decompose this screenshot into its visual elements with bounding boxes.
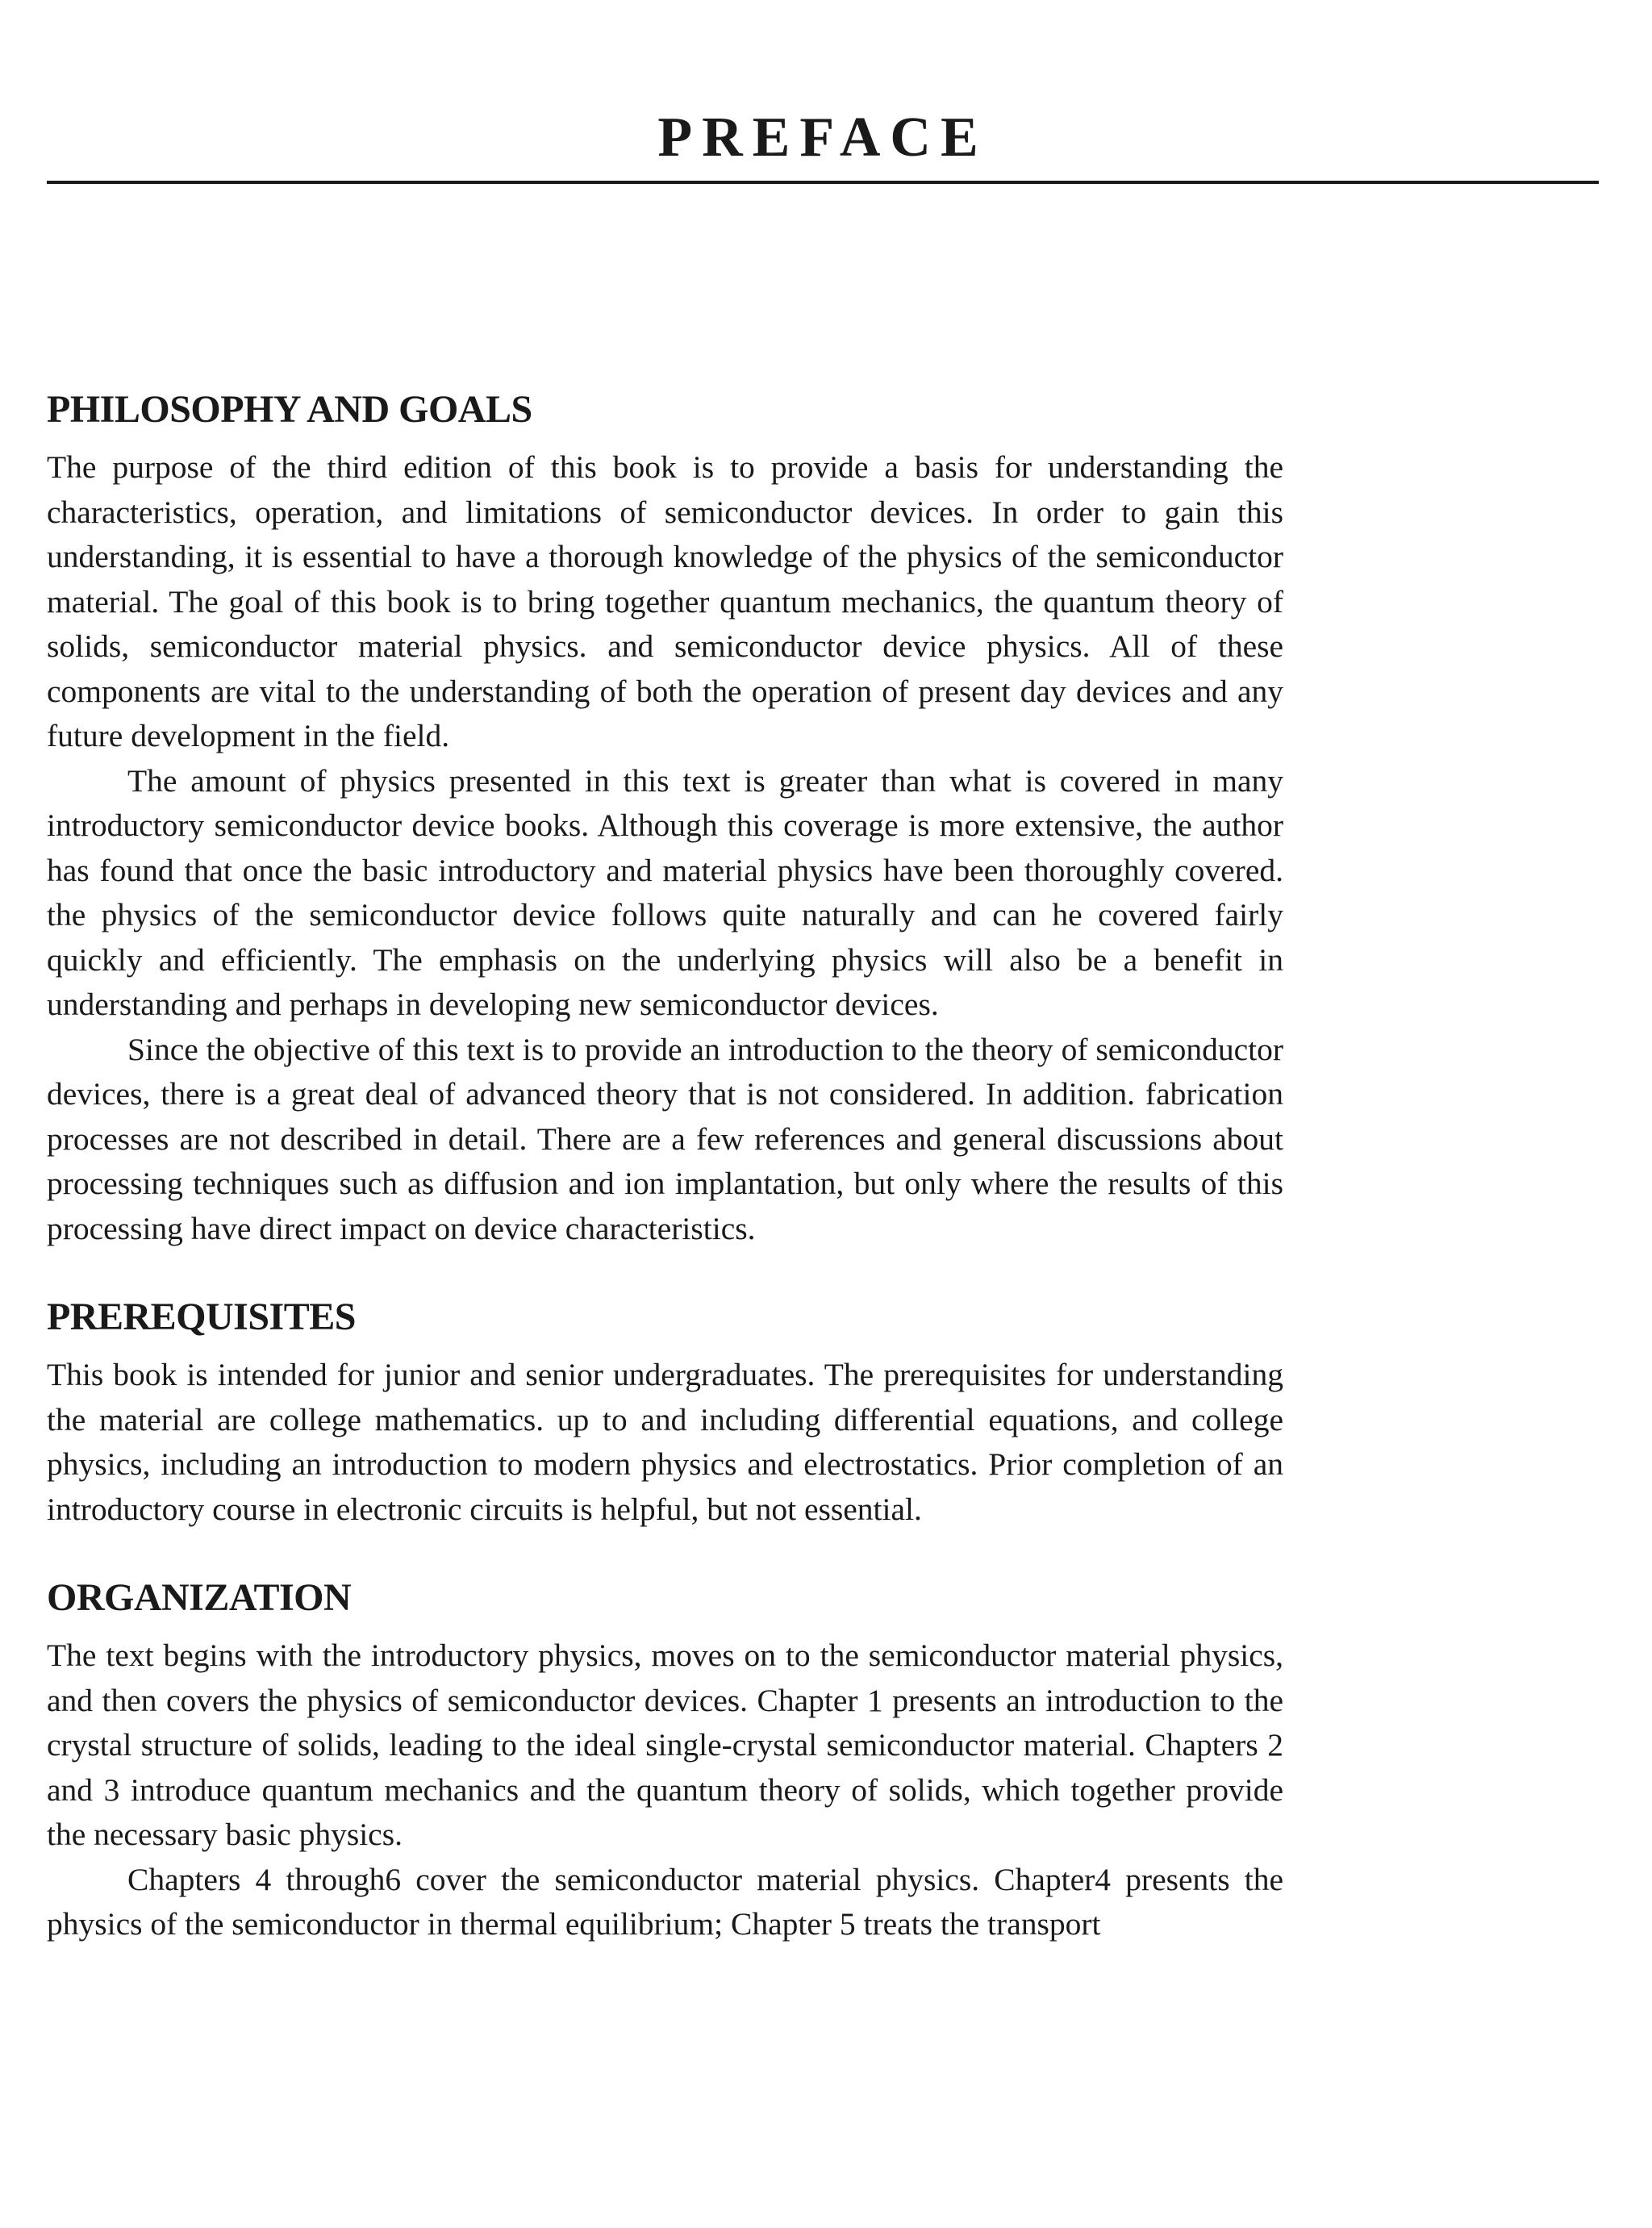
section-body: [47, 1353, 1283, 1532]
page-content: [47, 386, 1283, 1947]
section-organization: [47, 1574, 1283, 1947]
section-heading: ORGANIZATION: [47, 1576, 352, 1619]
paragraph: The text begins with the introductory physics, moves on to the semiconductor material physics, and then covers the physics of semiconductor devices. Chapter 1 presents an introduction to the crystal structure of solids, leading to the ideal single-crystal semiconductor material. Chapters 2 and 3 introduce quantum mechanics and the quantum theory of solids, which together provide the necessary basic physics.: [47, 1638, 1283, 1852]
paragraph: The amount of physics presented in this text is greater than what is covered in many introductory semiconductor device books. Although this coverage is more extensive, the author has found that once the basic introductory and material physics have been thoroughly covered. the physics of the semiconductor device follows quite naturally and can he covered fairly quickly and efficiently. The emphasis on the underlying physics will also be a benefit in understanding and perhaps in developing new semiconductor devices.: [47, 762, 1283, 1022]
section-body: [47, 1633, 1283, 1947]
paragraph: Since the objective of this text is to provide an introduction to the theory of semiconductor devices, there is a great deal of advanced theory that is not considered. In addition. fabrication processes are not described in detail. There are a few references and general discussions about processing techniques such as diffusion and ion implantation, but only where the results of this processing have direct impact on device characteristics.: [47, 1031, 1283, 1246]
section-heading: PHILOSOPHY AND GOALS: [47, 388, 532, 431]
section-philosophy-and-goals: [47, 386, 1283, 1251]
page-header: [47, 103, 1599, 184]
page-title: PREFACE: [657, 106, 988, 169]
paragraph: The purpose of the third edition of this book is to provide a basis for understanding the characteristics, operation, and limitations of semiconductor devices. In order to gain this understanding, it is essential to have a thorough knowledge of the physics of the semiconductor material. The goal of this book is to bring together quantum mechanics, the quantum theory of solids, semiconductor material physics. and semiconductor device physics. All of these components are vital to the understanding of both the operation of present day devices and any future development in the field.: [47, 449, 1283, 753]
paragraph: Chapters 4 through6 cover the semiconductor material physics. Chapter4 presents the physics of the semiconductor in thermal equilibrium; Chapter 5 treats the transport: [47, 1861, 1283, 1942]
section-heading: PREREQUISITES: [47, 1295, 356, 1338]
section-body: [47, 445, 1283, 1251]
paragraph: This book is intended for junior and senior undergraduates. The prerequisites for understanding the material are college mathematics. up to and including differential equations, and college physics, including an introduction to modern physics and electrostatics. Prior completion of an introductory course in electronic circuits is helpful, but not essential.: [47, 1357, 1283, 1527]
section-prerequisites: [47, 1293, 1283, 1532]
